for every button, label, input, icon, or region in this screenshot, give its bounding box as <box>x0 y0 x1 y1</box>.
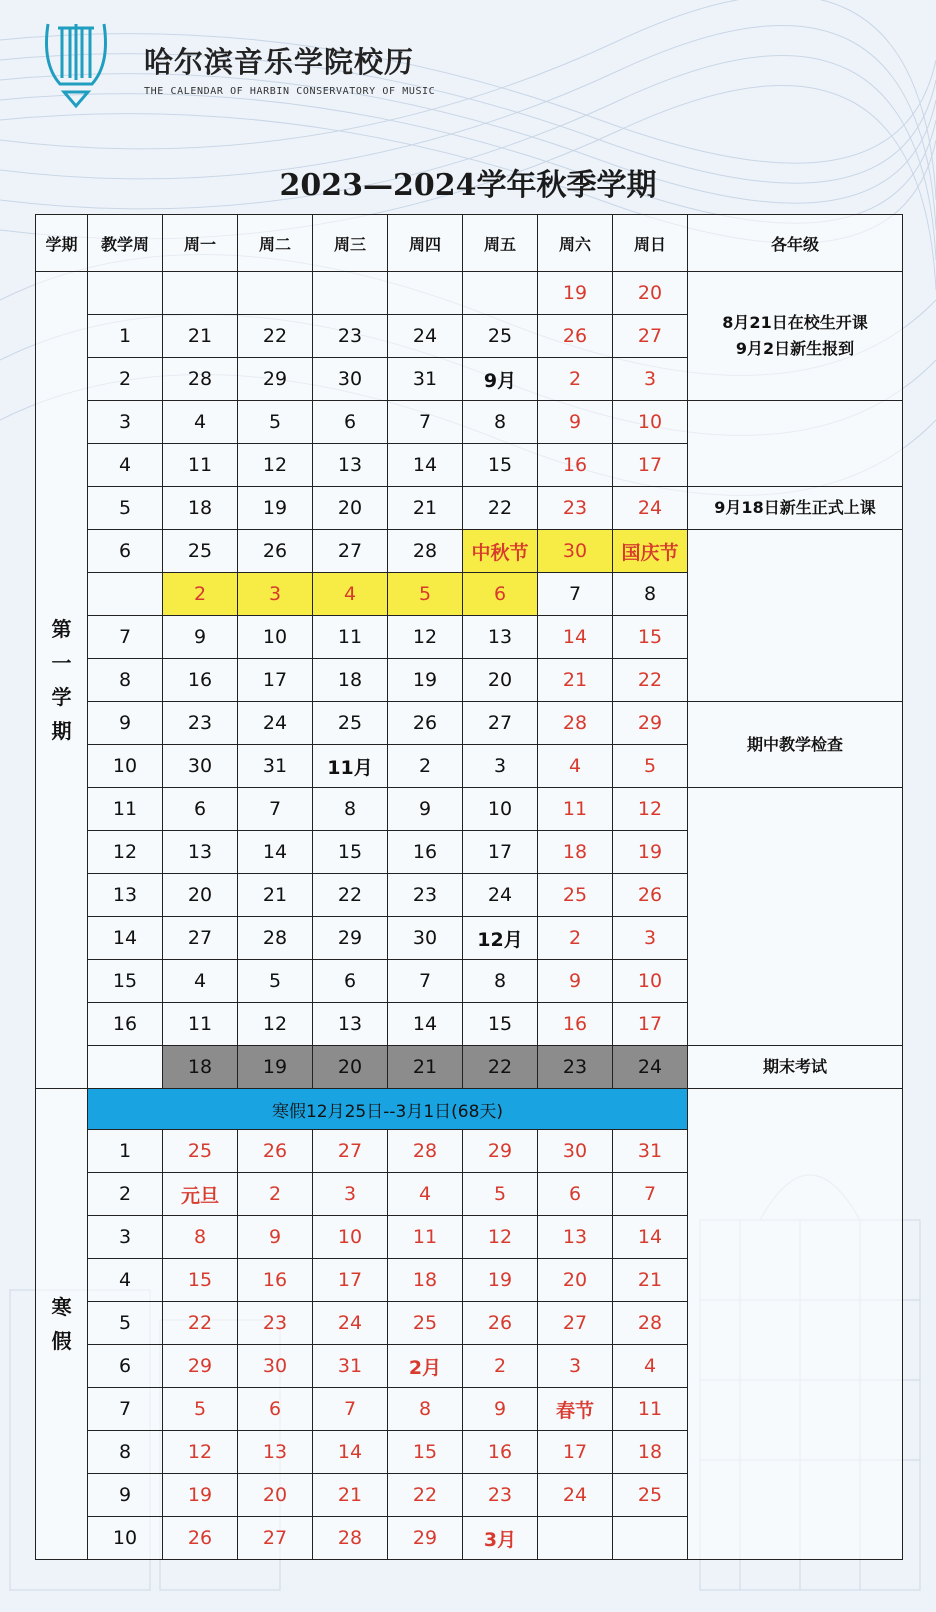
day-cell: 28 <box>238 917 313 960</box>
exam-day-cell: 23 <box>538 1046 613 1089</box>
day-cell: 9 <box>388 788 463 831</box>
day-cell: 7 <box>238 788 313 831</box>
table-row-exam-week <box>36 1046 903 1089</box>
day-cell: 15 <box>163 1259 238 1302</box>
day-cell: 5 <box>238 401 313 444</box>
holiday-cell: 6 <box>463 573 538 616</box>
school-name: 哈尔滨音乐学院校历 <box>144 45 415 79</box>
day-cell: 24 <box>313 1302 388 1345</box>
day-cell: 11 <box>388 1216 463 1259</box>
week-number: 10 <box>88 1517 163 1560</box>
day-cell: 10 <box>613 960 688 1003</box>
day-cell: 9 <box>463 1388 538 1431</box>
week-number: 4 <box>88 444 163 487</box>
week-number: 7 <box>88 1388 163 1431</box>
day-cell: 25 <box>163 530 238 573</box>
day-cell-month-start: 9月 <box>463 358 538 401</box>
day-cell: 26 <box>388 702 463 745</box>
day-cell: 10 <box>613 401 688 444</box>
day-cell: 20 <box>538 1259 613 1302</box>
day-cell: 27 <box>463 702 538 745</box>
day-cell: 6 <box>313 401 388 444</box>
day-cell: 8 <box>313 788 388 831</box>
note-freshmen-classes: 9月18日新生正式上课 <box>688 487 903 530</box>
week-number: 7 <box>88 616 163 659</box>
day-cell: 30 <box>313 358 388 401</box>
day-cell: 24 <box>613 487 688 530</box>
day-cell: 5 <box>163 1388 238 1431</box>
day-cell: 9 <box>538 401 613 444</box>
day-cell: 29 <box>238 358 313 401</box>
day-cell: 22 <box>463 487 538 530</box>
day-cell <box>613 1517 688 1560</box>
table-row <box>36 487 903 530</box>
day-cell: 25 <box>388 1302 463 1345</box>
day-cell: 23 <box>538 487 613 530</box>
day-cell: 6 <box>538 1173 613 1216</box>
week-number <box>88 573 163 616</box>
day-cell: 16 <box>463 1431 538 1474</box>
day-cell: 28 <box>388 530 463 573</box>
note-midterm-check: 期中教学检查 <box>688 702 903 788</box>
day-cell-month-start: 12月 <box>463 917 538 960</box>
day-cell: 9 <box>238 1216 313 1259</box>
day-cell: 14 <box>238 831 313 874</box>
day-cell-makeup: 8 <box>613 573 688 616</box>
exam-day-cell: 21 <box>388 1046 463 1089</box>
table-row <box>36 530 903 573</box>
col-header-thu: 周四 <box>388 215 463 272</box>
day-cell: 28 <box>538 702 613 745</box>
day-cell: 12 <box>463 1216 538 1259</box>
holiday-mid-autumn: 中秋节 <box>463 530 538 573</box>
day-cell: 18 <box>313 659 388 702</box>
note-final-exam: 期末考试 <box>688 1046 903 1089</box>
day-cell: 20 <box>463 659 538 702</box>
holiday-cell: 4 <box>313 573 388 616</box>
note-empty <box>688 401 903 487</box>
day-cell: 6 <box>313 960 388 1003</box>
day-cell: 26 <box>538 315 613 358</box>
day-cell: 2 <box>238 1173 313 1216</box>
day-cell: 7 <box>388 401 463 444</box>
week-number <box>88 1046 163 1089</box>
week-number: 12 <box>88 831 163 874</box>
day-cell: 4 <box>613 1345 688 1388</box>
day-cell: 4 <box>163 401 238 444</box>
day-cell: 15 <box>463 444 538 487</box>
day-cell: 26 <box>613 874 688 917</box>
day-cell: 10 <box>238 616 313 659</box>
day-cell: 28 <box>388 1130 463 1173</box>
day-cell: 25 <box>613 1474 688 1517</box>
day-cell: 2 <box>463 1345 538 1388</box>
day-cell: 23 <box>463 1474 538 1517</box>
day-cell: 11 <box>163 444 238 487</box>
week-number: 1 <box>88 315 163 358</box>
day-cell: 25 <box>313 702 388 745</box>
day-cell: 24 <box>538 1474 613 1517</box>
day-cell: 24 <box>463 874 538 917</box>
term-winter-break: 寒 假 <box>36 1089 88 1560</box>
day-cell: 29 <box>613 702 688 745</box>
day-cell: 13 <box>238 1431 313 1474</box>
day-cell: 12 <box>238 1003 313 1046</box>
day-cell: 3 <box>463 745 538 788</box>
day-cell: 26 <box>238 530 313 573</box>
day-cell: 16 <box>163 659 238 702</box>
col-header-sat: 周六 <box>538 215 613 272</box>
exam-day-cell: 22 <box>463 1046 538 1089</box>
day-cell: 14 <box>538 616 613 659</box>
day-cell: 21 <box>613 1259 688 1302</box>
note-empty <box>688 1089 903 1560</box>
day-cell: 14 <box>388 1003 463 1046</box>
day-cell: 12 <box>238 444 313 487</box>
day-cell: 5 <box>238 960 313 1003</box>
day-cell: 31 <box>613 1130 688 1173</box>
day-cell <box>538 1517 613 1560</box>
table-row <box>36 401 903 444</box>
day-cell: 13 <box>313 444 388 487</box>
day-cell: 9 <box>538 960 613 1003</box>
day-cell: 27 <box>313 530 388 573</box>
week-number: 10 <box>88 745 163 788</box>
day-cell: 27 <box>238 1517 313 1560</box>
day-cell: 25 <box>163 1130 238 1173</box>
day-cell: 23 <box>388 874 463 917</box>
day-cell: 5 <box>463 1173 538 1216</box>
day-cell: 18 <box>538 831 613 874</box>
day-cell: 19 <box>613 831 688 874</box>
day-cell: 17 <box>613 1003 688 1046</box>
day-cell: 29 <box>163 1345 238 1388</box>
day-cell: 3 <box>313 1173 388 1216</box>
holiday-cell: 2 <box>163 573 238 616</box>
week-number: 9 <box>88 702 163 745</box>
day-cell: 27 <box>538 1302 613 1345</box>
day-cell: 13 <box>163 831 238 874</box>
day-cell: 30 <box>388 917 463 960</box>
day-cell: 29 <box>313 917 388 960</box>
day-cell: 20 <box>613 272 688 315</box>
day-cell-month-start: 2月 <box>388 1345 463 1388</box>
day-cell: 31 <box>313 1345 388 1388</box>
day-cell: 26 <box>463 1302 538 1345</box>
col-header-term: 学期 <box>36 215 88 272</box>
day-cell: 19 <box>163 1474 238 1517</box>
day-cell <box>463 272 538 315</box>
day-cell: 21 <box>538 659 613 702</box>
holiday-cell: 3 <box>238 573 313 616</box>
day-cell <box>238 272 313 315</box>
day-cell: 14 <box>313 1431 388 1474</box>
day-cell: 17 <box>613 444 688 487</box>
day-cell: 21 <box>313 1474 388 1517</box>
day-cell: 27 <box>613 315 688 358</box>
day-cell: 17 <box>538 1431 613 1474</box>
calendar-title: 2023—2024学年秋季学期 <box>279 168 657 203</box>
day-cell-month-start: 3月 <box>463 1517 538 1560</box>
day-cell: 22 <box>613 659 688 702</box>
day-cell: 20 <box>313 487 388 530</box>
day-cell: 3 <box>613 358 688 401</box>
day-cell: 25 <box>538 874 613 917</box>
day-cell: 31 <box>238 745 313 788</box>
day-cell: 21 <box>163 315 238 358</box>
day-cell: 10 <box>313 1216 388 1259</box>
day-cell: 19 <box>538 272 613 315</box>
day-cell: 22 <box>313 874 388 917</box>
day-cell: 17 <box>313 1259 388 1302</box>
day-cell: 30 <box>238 1345 313 1388</box>
day-cell: 22 <box>163 1302 238 1345</box>
exam-day-cell: 18 <box>163 1046 238 1089</box>
day-cell: 8 <box>388 1388 463 1431</box>
day-cell: 7 <box>613 1173 688 1216</box>
day-cell <box>388 272 463 315</box>
exam-day-cell: 19 <box>238 1046 313 1089</box>
day-cell: 9 <box>163 616 238 659</box>
day-cell: 30 <box>538 1130 613 1173</box>
week-number: 14 <box>88 917 163 960</box>
day-cell: 30 <box>163 745 238 788</box>
day-cell: 13 <box>538 1216 613 1259</box>
day-cell: 29 <box>463 1130 538 1173</box>
day-cell: 2 <box>538 358 613 401</box>
day-cell: 11 <box>163 1003 238 1046</box>
col-header-notes: 各年级 <box>688 215 903 272</box>
term-first-semester: 第 一 学 期 <box>36 272 88 1089</box>
week-number: 2 <box>88 358 163 401</box>
day-cell: 20 <box>163 874 238 917</box>
day-cell: 28 <box>313 1517 388 1560</box>
day-cell: 18 <box>613 1431 688 1474</box>
week-number: 16 <box>88 1003 163 1046</box>
day-cell: 19 <box>238 487 313 530</box>
day-cell: 28 <box>613 1302 688 1345</box>
day-cell: 28 <box>163 358 238 401</box>
day-cell: 15 <box>313 831 388 874</box>
week-number: 4 <box>88 1259 163 1302</box>
day-cell: 24 <box>238 702 313 745</box>
day-cell: 20 <box>238 1474 313 1517</box>
exam-day-cell: 24 <box>613 1046 688 1089</box>
week-number: 6 <box>88 1345 163 1388</box>
lyre-logo-icon <box>40 14 112 110</box>
day-cell: 12 <box>613 788 688 831</box>
calendar-table <box>35 214 903 1560</box>
header-row <box>36 215 903 272</box>
day-cell: 2 <box>388 745 463 788</box>
table-row <box>36 702 903 745</box>
col-header-tue: 周二 <box>238 215 313 272</box>
day-cell: 3 <box>613 917 688 960</box>
day-cell: 4 <box>388 1173 463 1216</box>
day-cell: 10 <box>463 788 538 831</box>
holiday-spring-festival: 春节 <box>538 1388 613 1431</box>
day-cell: 22 <box>388 1474 463 1517</box>
day-cell: 24 <box>388 315 463 358</box>
day-cell: 6 <box>163 788 238 831</box>
col-header-sun: 周日 <box>613 215 688 272</box>
holiday-national-day: 国庆节 <box>613 530 688 573</box>
week-number: 8 <box>88 1431 163 1474</box>
day-cell: 16 <box>238 1259 313 1302</box>
holiday-new-year: 元旦 <box>163 1173 238 1216</box>
day-cell: 13 <box>313 1003 388 1046</box>
winter-break-banner: 寒假12月25日--3月1日(68天) <box>88 1089 688 1130</box>
day-cell: 3 <box>538 1345 613 1388</box>
day-cell: 19 <box>388 659 463 702</box>
day-cell: 5 <box>613 745 688 788</box>
day-cell: 15 <box>613 616 688 659</box>
day-cell: 27 <box>313 1130 388 1173</box>
note-empty <box>688 788 903 1046</box>
day-cell-makeup: 7 <box>538 573 613 616</box>
week-number: 13 <box>88 874 163 917</box>
note-empty <box>688 530 903 702</box>
day-cell: 16 <box>538 444 613 487</box>
table-row <box>36 272 903 315</box>
week-number: 2 <box>88 1173 163 1216</box>
week-number: 11 <box>88 788 163 831</box>
note-semester-start: 8月21日在校生开课 9月2日新生报到 <box>688 272 903 401</box>
col-header-mon: 周一 <box>163 215 238 272</box>
col-header-wed: 周三 <box>313 215 388 272</box>
day-cell: 27 <box>163 917 238 960</box>
day-cell: 29 <box>388 1517 463 1560</box>
school-name-english: THE CALENDAR OF HARBIN CONSERVATORY OF MUSIC <box>144 86 436 97</box>
day-cell: 2 <box>538 917 613 960</box>
week-number: 8 <box>88 659 163 702</box>
day-cell: 11 <box>313 616 388 659</box>
day-cell: 12 <box>388 616 463 659</box>
winter-banner-row <box>36 1089 903 1130</box>
day-cell-month-start: 11月 <box>313 745 388 788</box>
day-cell: 16 <box>538 1003 613 1046</box>
day-cell: 7 <box>313 1388 388 1431</box>
holiday-cell: 5 <box>388 573 463 616</box>
week-number: 6 <box>88 530 163 573</box>
week-number: 3 <box>88 401 163 444</box>
day-cell: 7 <box>388 960 463 1003</box>
day-cell: 17 <box>238 659 313 702</box>
day-cell: 8 <box>463 401 538 444</box>
day-cell: 14 <box>388 444 463 487</box>
week-number: 3 <box>88 1216 163 1259</box>
day-cell: 23 <box>313 315 388 358</box>
day-cell: 15 <box>388 1431 463 1474</box>
week-number: 1 <box>88 1130 163 1173</box>
day-cell: 8 <box>163 1216 238 1259</box>
day-cell: 18 <box>388 1259 463 1302</box>
day-cell <box>313 272 388 315</box>
holiday-cell: 30 <box>538 530 613 573</box>
day-cell: 31 <box>388 358 463 401</box>
day-cell: 25 <box>463 315 538 358</box>
week-number: 5 <box>88 487 163 530</box>
col-header-fri: 周五 <box>463 215 538 272</box>
day-cell: 15 <box>463 1003 538 1046</box>
day-cell: 12 <box>163 1431 238 1474</box>
day-cell: 26 <box>238 1130 313 1173</box>
day-cell: 26 <box>163 1517 238 1560</box>
day-cell: 13 <box>463 616 538 659</box>
day-cell: 14 <box>613 1216 688 1259</box>
week-number: 5 <box>88 1302 163 1345</box>
day-cell: 17 <box>463 831 538 874</box>
day-cell: 8 <box>463 960 538 1003</box>
day-cell: 23 <box>238 1302 313 1345</box>
day-cell: 16 <box>388 831 463 874</box>
day-cell: 19 <box>463 1259 538 1302</box>
day-cell: 4 <box>163 960 238 1003</box>
day-cell: 11 <box>538 788 613 831</box>
day-cell: 18 <box>163 487 238 530</box>
col-header-week: 教学周 <box>88 215 163 272</box>
day-cell: 4 <box>538 745 613 788</box>
day-cell <box>163 272 238 315</box>
week-number: 9 <box>88 1474 163 1517</box>
day-cell: 21 <box>388 487 463 530</box>
table-row <box>36 788 903 831</box>
week-number <box>88 272 163 315</box>
day-cell: 22 <box>238 315 313 358</box>
day-cell: 23 <box>163 702 238 745</box>
day-cell: 11 <box>613 1388 688 1431</box>
day-cell: 21 <box>238 874 313 917</box>
exam-day-cell: 20 <box>313 1046 388 1089</box>
week-number: 15 <box>88 960 163 1003</box>
day-cell: 6 <box>238 1388 313 1431</box>
